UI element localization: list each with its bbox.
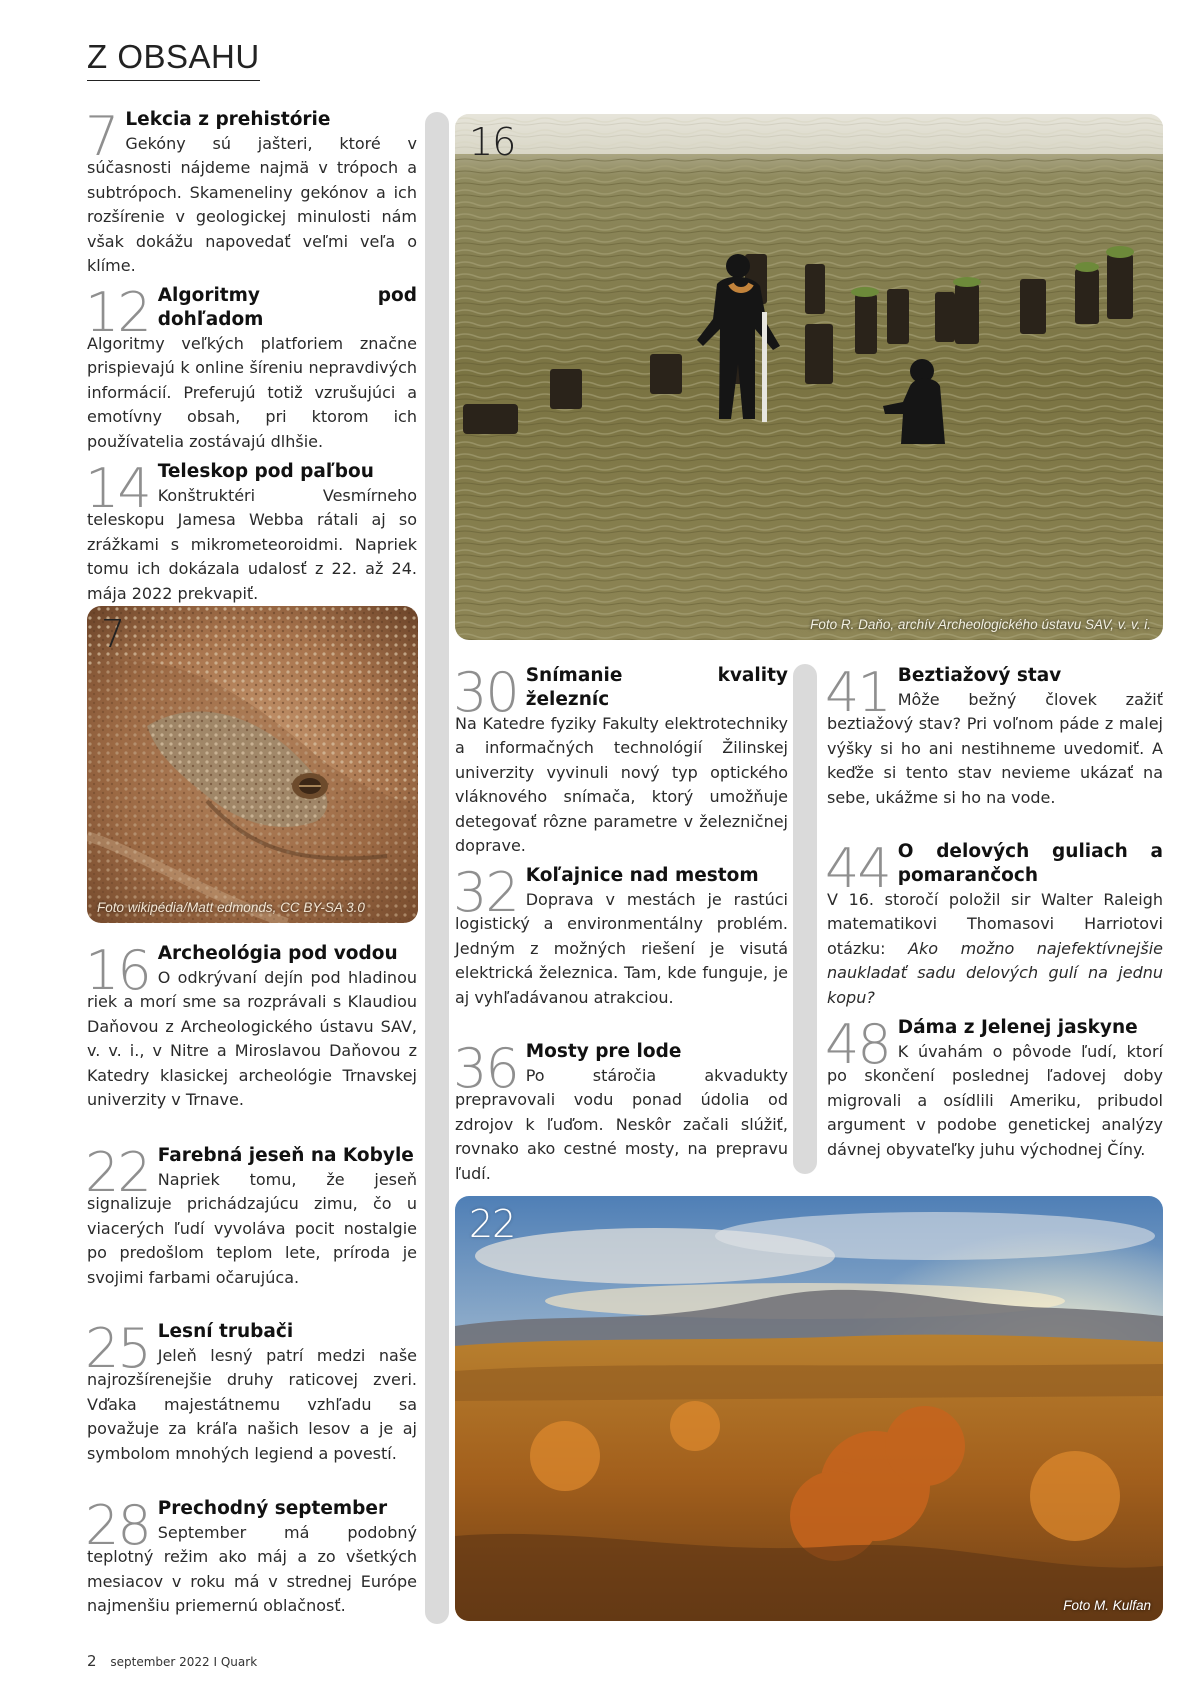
entry-title: Mosty pre lode — [525, 1041, 682, 1062]
toc-entry-25[interactable] — [85, 1317, 417, 1466]
entry-description: Doprava v mestách je rastúci logistický a environmentálny problém. Jedným z možných riešení je visutá elektrická železnica. Tam, kde funguje, je aj vyhľadávanou atrakciou. — [455, 890, 788, 1007]
entry-description: Napriek tomu, že jeseň signalizuje prichádzajúcu zimu, čo u viacerých ľudí vyvoláva pocit nostalgie po predošlom teplom lete, príroda je svojimi farbami očarujúca. — [87, 1170, 417, 1287]
photo-credit: Foto R. Daňo, archív Archeologického ústavu SAV, v. v. i. — [810, 617, 1151, 632]
entry-description: O odkrývaní dejín pod hladinou riek a morí sme sa rozprávali s Klaudiou Daňovou z Archeologického ústavu SAV, v. v. i., v Nitre a Miroslavou Daňovou z Katedry klasickej archeológie Trnavskej univerzity v Trnave. — [87, 968, 417, 1110]
toc-entry-30[interactable] — [453, 661, 788, 858]
toc-entry-14[interactable] — [85, 457, 417, 606]
entry-title: O delových guliach a pomarančoch — [897, 841, 1163, 886]
autumn-photo — [455, 1196, 1163, 1621]
entry-description: K úvahám o pôvode ľudí, ktorí po skončení poslednej ľadovej doby migrovali a osídlili Ameriku, pribudol argument v podobe genetickej analýzy dávnej obyvateľky juhu východnej Číny. — [827, 1042, 1163, 1159]
toc-entry-12[interactable] — [85, 281, 417, 454]
toc-entry-32[interactable] — [453, 861, 788, 1010]
toc-entry-16[interactable] — [85, 939, 417, 1112]
entry-page-number: 48 — [825, 1013, 890, 1076]
toc-entry-36[interactable] — [453, 1037, 788, 1186]
photo-credit: Foto M. Kulfan — [1063, 1598, 1151, 1613]
toc-entry-44[interactable] — [825, 837, 1164, 1010]
entry-title: Lekcia z prehistórie — [125, 109, 331, 130]
column-divider-right — [793, 664, 817, 1174]
entry-description: Gekóny sú jašteri, ktoré v súčasnosti nájdeme najmä v trópoch a subtrópoch. Skameneliny gekónov a ich rozšírenie v geologickej minulosti nám však dokážu napovedať veľmi veľa o klíme. — [87, 134, 417, 276]
entry-description: Na Katedre fyziky Fakulty elektrotechniky a informačných technológií Žilinskej univerzity vyvinuli nový typ optického vláknového snímača, ktorý umožňuje detegovať rôzne parametre v železničnej doprave. — [455, 714, 788, 856]
entry-title: Archeológia pod vodou — [157, 943, 398, 964]
autumn-image — [455, 1196, 1163, 1621]
entry-page-number: 30 — [453, 661, 518, 724]
entry-page-number: 14 — [85, 457, 150, 520]
entry-description: Algoritmy veľkých platforiem značne prispievajú k online šíreniu nepravdivých informácií. Preferujú totiž vzrušujúci a emotívny obsah, pri ktorom ich používatelia zostávajú dlhšie. — [87, 334, 417, 451]
entry-title: Koľajnice nad mestom — [525, 865, 759, 886]
entry-description: September má podobný teplotný režim ako máj a zo všetkých mesiacov v roku má v strednej Európe najmenšiu priemernú oblačnosť. — [87, 1523, 417, 1616]
entry-page-number: 32 — [453, 861, 518, 924]
entry-page-number: 22 — [85, 1141, 150, 1204]
entry-title: Teleskop pod paľbou — [157, 461, 374, 482]
photo-credit: Foto wikipédia/Matt edmonds, CC BY-SA 3.0 — [97, 900, 365, 915]
entry-title: Farebná jeseň na Kobyle — [157, 1145, 414, 1166]
toc-entry-41[interactable] — [825, 661, 1163, 810]
entry-title: Lesní trubači — [157, 1321, 294, 1342]
photo-page-number: 16 — [469, 120, 516, 164]
toc-entry-7[interactable] — [85, 105, 417, 278]
issue-label: september 2022 I Quark — [110, 1655, 258, 1669]
entry-page-number: 41 — [825, 661, 890, 724]
toc-entry-28[interactable] — [85, 1494, 417, 1619]
gecko-image — [87, 606, 418, 923]
entry-description: Jeleň lesný patrí medzi naše najrozšírenejšie druhy raticovej zveri. Vďaka majestátnemu vzhľadu sa považuje za kráľa našich lesov a je aj symbolom mnohých legiend a povestí. — [87, 1346, 417, 1463]
column-divider-left — [425, 112, 449, 1624]
entry-page-number: 28 — [85, 1494, 150, 1557]
toc-entry-22[interactable] — [85, 1141, 417, 1290]
entry-page-number: 7 — [85, 105, 118, 168]
gecko-photo — [87, 606, 418, 923]
river-photo — [455, 114, 1163, 640]
entry-title: Beztiažový stav — [897, 665, 1062, 686]
toc-entry-48[interactable] — [825, 1013, 1163, 1162]
entry-title: Algoritmy pod dohľadom — [157, 285, 417, 330]
photo-page-number: 7 — [101, 612, 125, 656]
entry-description: Môže bežný človek zažiť beztiažový stav? Pri voľnom páde z malej výšky si ho ani nestihneme uvedomiť. A keďže si tento stav nevieme ukázať na sebe, ukážme si ho na vode. — [827, 690, 1163, 807]
river-image — [455, 114, 1163, 640]
page-number: 2 — [87, 1652, 97, 1670]
entry-description-italic: Ako možno najefektívnejšie naukladať sadu delových gulí na jednu kopu? — [827, 938, 1164, 1007]
entry-page-number: 25 — [85, 1317, 150, 1380]
entry-description: Konštruktéri Vesmírneho teleskopu Jamesa Webba rátali aj so zrážkami s mikrometeoroidmi. Napriek tomu ich dokázala udalosť z 22. až 24. mája 2022 prekvapiť. — [87, 486, 417, 603]
page-title: Z OBSAHU — [87, 36, 260, 81]
page-footer — [87, 1652, 257, 1670]
entry-title: Dáma z Jelenej jaskyne — [897, 1017, 1138, 1038]
entry-description: Po stáročia akvadukty prepravovali vodu ponad údolia od zdrojov k ľuďom. Neskôr začali slúžiť, rovnako ako cestné mosty, na prepravu ľudí. — [455, 1066, 788, 1183]
entry-page-number: 16 — [85, 939, 150, 1002]
entry-page-number: 12 — [85, 281, 150, 344]
entry-page-number: 44 — [825, 837, 890, 900]
entry-description: V 16. storočí položil sir Walter Raleigh matematikovi Thomasovi Harriotovi otázku: — [827, 890, 1163, 958]
photo-page-number: 22 — [469, 1202, 516, 1246]
entry-title: Snímanie kvality železníc — [525, 665, 788, 710]
entry-page-number: 36 — [453, 1037, 518, 1100]
entry-title: Prechodný september — [157, 1498, 388, 1519]
